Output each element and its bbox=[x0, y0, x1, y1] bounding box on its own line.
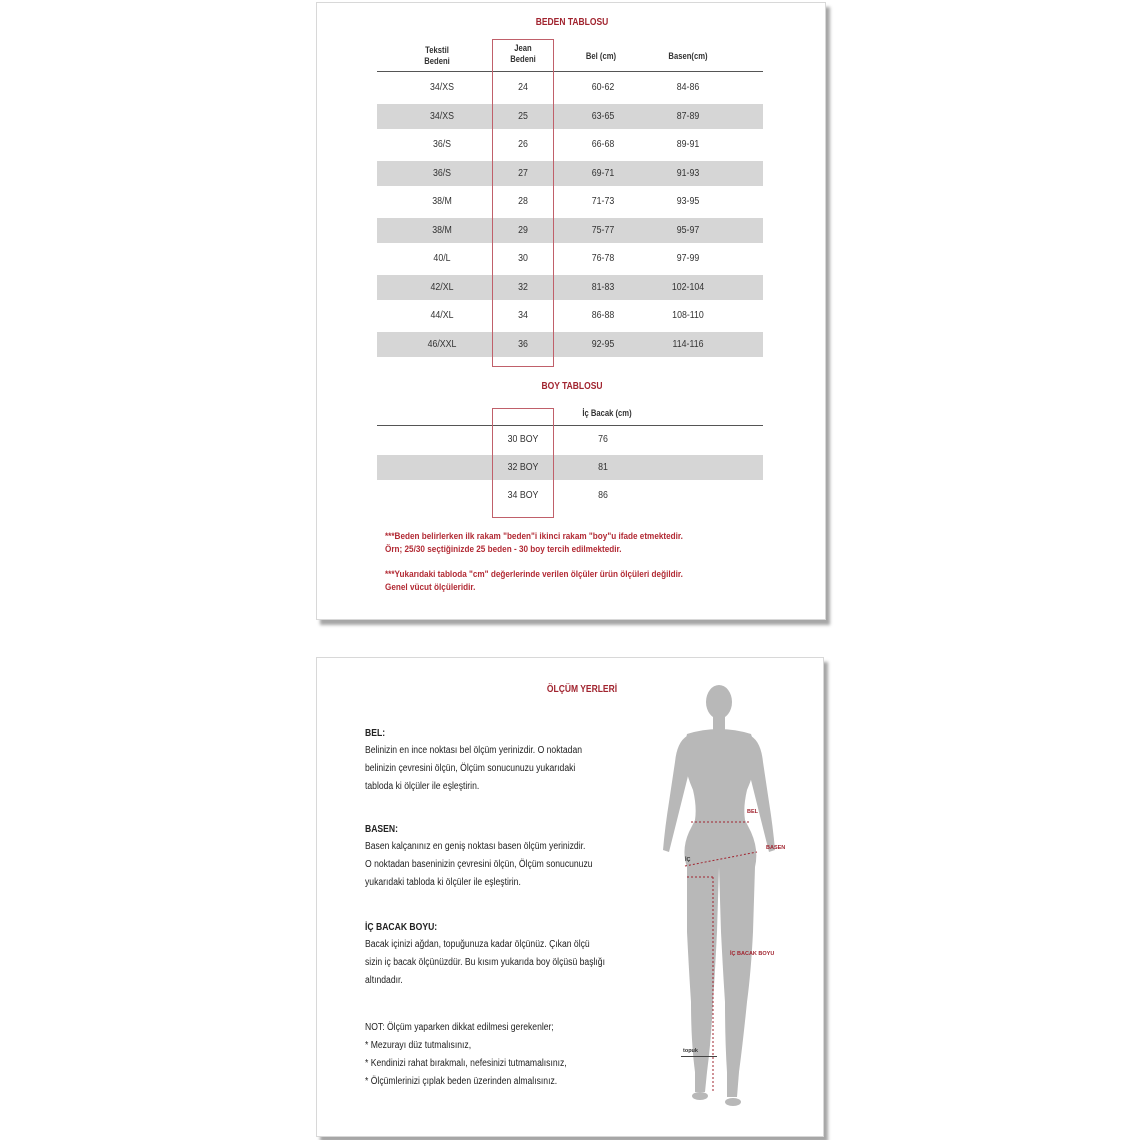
cell-waist: 71-73 bbox=[591, 196, 615, 207]
cell-hip: 114-116 bbox=[672, 338, 704, 350]
cell-hip: 89-91 bbox=[676, 139, 700, 150]
table-row bbox=[377, 161, 763, 186]
cell-inseam: 86 bbox=[598, 490, 608, 501]
note-item-2: * Kendinizi rahat bırakmalı, nefesinizi tutmamalısınız, bbox=[365, 1058, 567, 1069]
cell-textile: 40/L bbox=[433, 253, 451, 264]
header-jean-line1: Jean bbox=[514, 43, 532, 53]
header-textile-line2: Bedeni bbox=[424, 56, 450, 66]
cell-jean: 27 bbox=[518, 167, 528, 179]
cell-hip: 108-110 bbox=[672, 310, 704, 321]
cell-jean: 30 bbox=[518, 253, 528, 264]
size-table-title: BEDEN TABLOSU bbox=[535, 17, 609, 28]
cell-textile: 36/S bbox=[432, 139, 452, 150]
cell-jean: 26 bbox=[518, 139, 528, 150]
basen-line-2: O noktadan baseninizin çevresini ölçün, Ölçüm sonucunuzu bbox=[365, 859, 593, 870]
table-row bbox=[377, 303, 763, 328]
icbacak-line-1: Bacak içinizi ağdan, topuğunuza kadar ölçünüz. Çıkan ölçü bbox=[365, 939, 590, 950]
cell-waist: 69-71 bbox=[591, 167, 615, 179]
jean-column-highlight bbox=[492, 39, 554, 367]
table-row bbox=[377, 75, 763, 100]
cell-hip: 93-95 bbox=[676, 196, 700, 207]
cell-waist: 75-77 bbox=[591, 224, 615, 236]
cell-inseam: 76 bbox=[598, 434, 608, 445]
table-row bbox=[377, 218, 763, 243]
cell-boy: 34 BOY bbox=[507, 490, 539, 501]
measure-title: ÖLÇÜM YERLERİ bbox=[546, 684, 618, 695]
figure-label-icbacak: İÇ BACAK BOYU bbox=[730, 951, 775, 957]
cell-waist: 81-83 bbox=[591, 281, 615, 293]
cell-boy: 30 BOY bbox=[507, 434, 539, 445]
cell-textile: 38/M bbox=[432, 196, 452, 207]
cell-waist: 92-95 bbox=[591, 338, 615, 350]
topuk-line bbox=[681, 1056, 717, 1057]
cell-waist: 63-65 bbox=[591, 110, 615, 122]
cell-textile: 34/XS bbox=[430, 82, 454, 93]
header-textile bbox=[412, 45, 463, 67]
note-line-4: Genel vücut ölçüleridir. bbox=[385, 582, 476, 593]
table-row bbox=[377, 246, 763, 271]
length-table-title: BOY TABLOSU bbox=[541, 381, 603, 392]
cell-textile: 38/M bbox=[432, 224, 452, 236]
table-row bbox=[377, 483, 763, 508]
boy-column-highlight bbox=[492, 408, 554, 518]
cell-textile: 42/XL bbox=[430, 281, 454, 293]
cell-waist: 86-88 bbox=[591, 310, 615, 321]
basen-line-1: Basen kalçanınız en geniş noktası basen ölçüm yerinizdir. bbox=[365, 841, 586, 852]
length-table-header-line bbox=[377, 425, 763, 426]
note-item-1: * Mezurayı düz tutmalısınız, bbox=[365, 1040, 472, 1051]
cell-hip: 84-86 bbox=[676, 82, 700, 93]
cell-waist: 76-78 bbox=[591, 253, 615, 264]
size-table-header-line bbox=[377, 71, 763, 72]
size-chart-card bbox=[316, 2, 826, 620]
note-heading: NOT: Ölçüm yaparken dikkat edilmesi gerekenler; bbox=[365, 1022, 554, 1033]
cell-waist: 60-62 bbox=[591, 82, 615, 93]
bel-heading: BEL: bbox=[365, 728, 386, 739]
header-textile-line1: Tekstil bbox=[425, 45, 449, 55]
figure-label-basen: BASEN bbox=[766, 845, 786, 851]
cell-textile: 36/S bbox=[432, 167, 452, 179]
cell-jean: 24 bbox=[518, 82, 528, 93]
table-row bbox=[377, 104, 763, 129]
cell-hip: 91-93 bbox=[676, 167, 700, 179]
header-inseam: İç Bacak (cm) bbox=[582, 408, 632, 418]
cell-jean: 28 bbox=[518, 196, 528, 207]
icbacak-line-3: altındadır. bbox=[365, 975, 403, 986]
header-jean-line2: Bedeni bbox=[510, 54, 536, 64]
note-item-3: * Ölçümlerinizi çıplak beden üzerinden almalısınız. bbox=[365, 1076, 558, 1087]
cell-textile: 44/XL bbox=[430, 310, 454, 321]
cell-textile: 46/XXL bbox=[427, 338, 457, 350]
header-hip: Basen(cm) bbox=[668, 51, 708, 61]
cell-jean: 25 bbox=[518, 110, 528, 122]
icbacak-line-2: sizin iç bacak ölçünüzdür. Bu kısım yukarıda boy ölçüsü başlığı bbox=[365, 957, 605, 968]
note-line-1: ***Beden belirlerken ilk rakam "beden"i ikinci rakam "boy"u ifade etmektedir. bbox=[385, 531, 683, 542]
body-figure-icon bbox=[647, 672, 817, 1132]
basen-heading: BASEN: bbox=[365, 824, 398, 835]
icbacak-heading: İÇ BACAK BOYU: bbox=[365, 922, 438, 933]
cell-hip: 102-104 bbox=[671, 281, 705, 293]
cell-textile: 34/XS bbox=[430, 110, 454, 122]
cell-jean: 36 bbox=[518, 338, 528, 350]
basen-line-3: yukarıdaki tabloda ki ölçüler ile eşleştirin. bbox=[365, 877, 521, 888]
cell-hip: 95-97 bbox=[676, 224, 700, 236]
cell-hip: 87-89 bbox=[676, 110, 700, 122]
figure-label-topuk: topuk bbox=[683, 1048, 698, 1054]
table-row bbox=[377, 427, 763, 452]
cell-waist: 66-68 bbox=[591, 139, 615, 150]
note-line-3: ***Yukarıdaki tabloda "cm" değerlerinde verilen ölçüler ürün ölçüleri değildir. bbox=[385, 569, 683, 580]
table-row bbox=[377, 275, 763, 300]
cell-jean: 32 bbox=[518, 281, 528, 293]
table-row bbox=[377, 332, 763, 357]
figure-label-ic: İÇ bbox=[685, 857, 691, 863]
table-row bbox=[377, 455, 763, 480]
cell-jean: 34 bbox=[518, 310, 528, 321]
bel-line-1: Belinizin en ince noktası bel ölçüm yerinizdir. O noktadan bbox=[365, 745, 583, 756]
measurement-guide-card bbox=[316, 657, 824, 1137]
table-row bbox=[377, 132, 763, 157]
cell-boy: 32 BOY bbox=[507, 462, 539, 473]
table-row bbox=[377, 189, 763, 214]
cell-hip: 97-99 bbox=[676, 253, 700, 264]
figure-label-bel: BEL bbox=[747, 809, 758, 815]
cell-inseam: 81 bbox=[598, 462, 608, 473]
cell-jean: 29 bbox=[518, 224, 528, 236]
note-line-2: Örn; 25/30 seçtiğinizde 25 beden - 30 boy tercih edilmektedir. bbox=[385, 544, 622, 555]
bel-line-3: tabloda ki ölçüler ile eşleştirin. bbox=[365, 781, 480, 792]
bel-line-2: belinizin çevresini ölçün, Ölçüm sonucunuzu yukarıdaki bbox=[365, 763, 576, 774]
header-waist: Bel (cm) bbox=[585, 51, 617, 61]
